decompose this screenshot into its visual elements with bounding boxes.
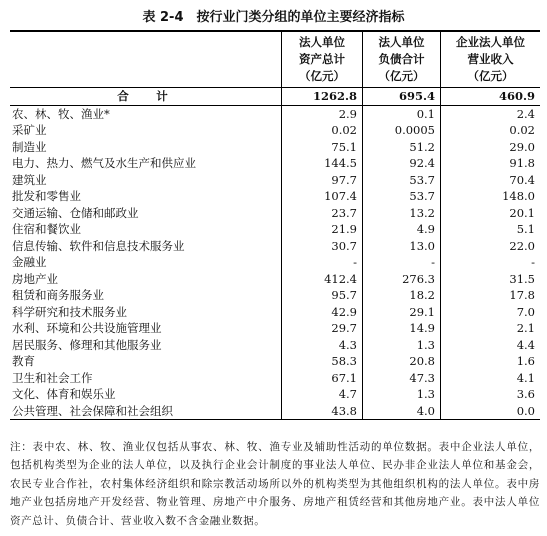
- header-unit: （亿元）: [467, 69, 514, 83]
- assets-value: 2.9: [282, 105, 363, 122]
- table-row: [10, 155, 540, 172]
- table-header-row: [10, 31, 540, 88]
- assets-value: 58.3: [282, 353, 363, 370]
- header-industry-column: [10, 31, 282, 88]
- assets-value: 107.4: [282, 188, 363, 205]
- table-title: 表 2-4 按行业门类分组的单位主要经济指标: [142, 10, 405, 25]
- assets-value: 67.1: [282, 370, 363, 387]
- table-row: [10, 105, 540, 122]
- table-row: [10, 188, 540, 205]
- revenue-value: 4.1: [441, 370, 541, 387]
- liabilities-value: 51.2: [363, 139, 441, 156]
- revenue-value: 91.8: [441, 155, 541, 172]
- liabilities-value: 20.8: [363, 353, 441, 370]
- liabilities-value: 1.3: [363, 386, 441, 403]
- revenue-value: 0.02: [441, 122, 541, 139]
- industry-name: 卫生和社会工作: [12, 370, 93, 385]
- liabilities-value: 4.0: [363, 403, 441, 420]
- header-line: 资产总计: [299, 52, 345, 66]
- revenue-value: 148.0: [441, 188, 541, 205]
- assets-value: 42.9: [282, 304, 363, 321]
- table-row: [10, 205, 540, 222]
- total-revenue-value: 460.9: [441, 88, 541, 106]
- economic-indicators-table: [10, 30, 540, 420]
- liabilities-value: 18.2: [363, 287, 441, 304]
- assets-value: 97.7: [282, 172, 363, 189]
- header-unit: （亿元）: [378, 69, 425, 83]
- footnote: 注：表中农、林、牧、渔业仅包括从事农、林、牧、渔专业及辅助性活动的单位数据。表中企业法人单位，包括机构类型为企业的法人单位，以及执行企业会计制度的事业法人单位、民办非企业法人单位和基金会，农民专业合作社，农村集体经济组织和除宗教活动场所以外的机构类型为其他组织机构的法人单位。表中房地产业包括房地产开发经营、物业管理、房地产中介服务、房地产租赁经营和其他房地产业。表中法人单位资产总计、负债合计、营业收入数不含金融业数据。: [10, 441, 540, 527]
- industry-name: 水利、环境和公共设施管理业: [12, 321, 162, 336]
- header-total-liabilities: [363, 31, 441, 88]
- industry-name: 交通运输、仓储和邮政业: [12, 205, 139, 220]
- liabilities-value: 47.3: [363, 370, 441, 387]
- revenue-value: 17.8: [441, 287, 541, 304]
- table-row: [10, 271, 540, 288]
- industry-name: 金融业: [12, 255, 47, 270]
- liabilities-value: -: [363, 254, 441, 271]
- total-assets-value: 1262.8: [282, 88, 363, 106]
- industry-name: 租赁和商务服务业: [12, 288, 104, 303]
- header-unit: （亿元）: [299, 69, 345, 83]
- table-row: [10, 304, 540, 321]
- revenue-value: 31.5: [441, 271, 541, 288]
- table-row: [10, 386, 540, 403]
- assets-value: 0.02: [282, 122, 363, 139]
- revenue-value: -: [441, 254, 541, 271]
- revenue-value: 0.0: [441, 403, 541, 420]
- revenue-value: 7.0: [441, 304, 541, 321]
- header-operating-revenue: [441, 31, 541, 88]
- table-row: [10, 139, 540, 156]
- industry-name: 采矿业: [12, 123, 47, 138]
- revenue-value: 5.1: [441, 221, 541, 238]
- assets-value: 30.7: [282, 238, 363, 255]
- table-row: [10, 403, 540, 420]
- assets-value: 412.4: [282, 271, 363, 288]
- assets-value: 144.5: [282, 155, 363, 172]
- table-row: [10, 320, 540, 337]
- industry-name: 建筑业: [12, 172, 47, 187]
- total-liabilities-value: 695.4: [363, 88, 441, 106]
- table-row: [10, 353, 540, 370]
- table-row: [10, 221, 540, 238]
- revenue-value: 4.4: [441, 337, 541, 354]
- header-line: 法人单位: [378, 35, 425, 49]
- revenue-value: 22.0: [441, 238, 541, 255]
- header-total-assets: [282, 31, 363, 88]
- industry-name: 农、林、牧、渔业*: [12, 106, 110, 121]
- industry-name: 制造业: [12, 139, 47, 154]
- liabilities-value: 0.1: [363, 105, 441, 122]
- assets-value: -: [282, 254, 363, 271]
- revenue-value: 2.1: [441, 320, 541, 337]
- assets-value: 75.1: [282, 139, 363, 156]
- revenue-value: 3.6: [441, 386, 541, 403]
- total-label: 合 计: [10, 88, 282, 106]
- assets-value: 43.8: [282, 403, 363, 420]
- liabilities-value: 1.3: [363, 337, 441, 354]
- liabilities-value: 53.7: [363, 172, 441, 189]
- industry-name: 房地产业: [12, 271, 58, 286]
- liabilities-value: 92.4: [363, 155, 441, 172]
- header-line: 营业收入: [467, 52, 514, 66]
- industry-name: 批发和零售业: [12, 189, 81, 204]
- industry-name: 公共管理、社会保障和社会组织: [10, 403, 282, 420]
- table-row: [10, 254, 540, 271]
- header-line: 法人单位: [299, 35, 345, 49]
- industry-name: 文化、体育和娱乐业: [12, 387, 116, 402]
- assets-value: 95.7: [282, 287, 363, 304]
- revenue-value: 1.6: [441, 353, 541, 370]
- table-row: [10, 172, 540, 189]
- assets-value: 29.7: [282, 320, 363, 337]
- header-line: 企业法人单位: [456, 35, 525, 49]
- industry-name: 信息传输、软件和信息技术服务业: [12, 238, 185, 253]
- table-row: [10, 238, 540, 255]
- revenue-value: 29.0: [441, 139, 541, 156]
- liabilities-value: 53.7: [363, 188, 441, 205]
- liabilities-value: 0.0005: [363, 122, 441, 139]
- revenue-value: 70.4: [441, 172, 541, 189]
- industry-name: 科学研究和技术服务业: [12, 304, 127, 319]
- assets-value: 4.7: [282, 386, 363, 403]
- industry-name: 住宿和餐饮业: [12, 222, 81, 237]
- revenue-value: 2.4: [441, 105, 541, 122]
- table-row: [10, 287, 540, 304]
- revenue-value: 20.1: [441, 205, 541, 222]
- assets-value: 23.7: [282, 205, 363, 222]
- header-line: 负债合计: [378, 52, 425, 66]
- table-row: [10, 337, 540, 354]
- table-row: [10, 122, 540, 139]
- industry-name: 电力、热力、燃气及水生产和供应业: [12, 156, 196, 171]
- table-row: [10, 370, 540, 387]
- liabilities-value: 4.9: [363, 221, 441, 238]
- total-row: [10, 88, 540, 106]
- industry-name: 居民服务、修理和其他服务业: [12, 337, 162, 352]
- liabilities-value: 13.2: [363, 205, 441, 222]
- industry-name: 教育: [12, 354, 35, 369]
- assets-value: 4.3: [282, 337, 363, 354]
- liabilities-value: 14.9: [363, 320, 441, 337]
- assets-value: 21.9: [282, 221, 363, 238]
- liabilities-value: 276.3: [363, 271, 441, 288]
- liabilities-value: 29.1: [363, 304, 441, 321]
- liabilities-value: 13.0: [363, 238, 441, 255]
